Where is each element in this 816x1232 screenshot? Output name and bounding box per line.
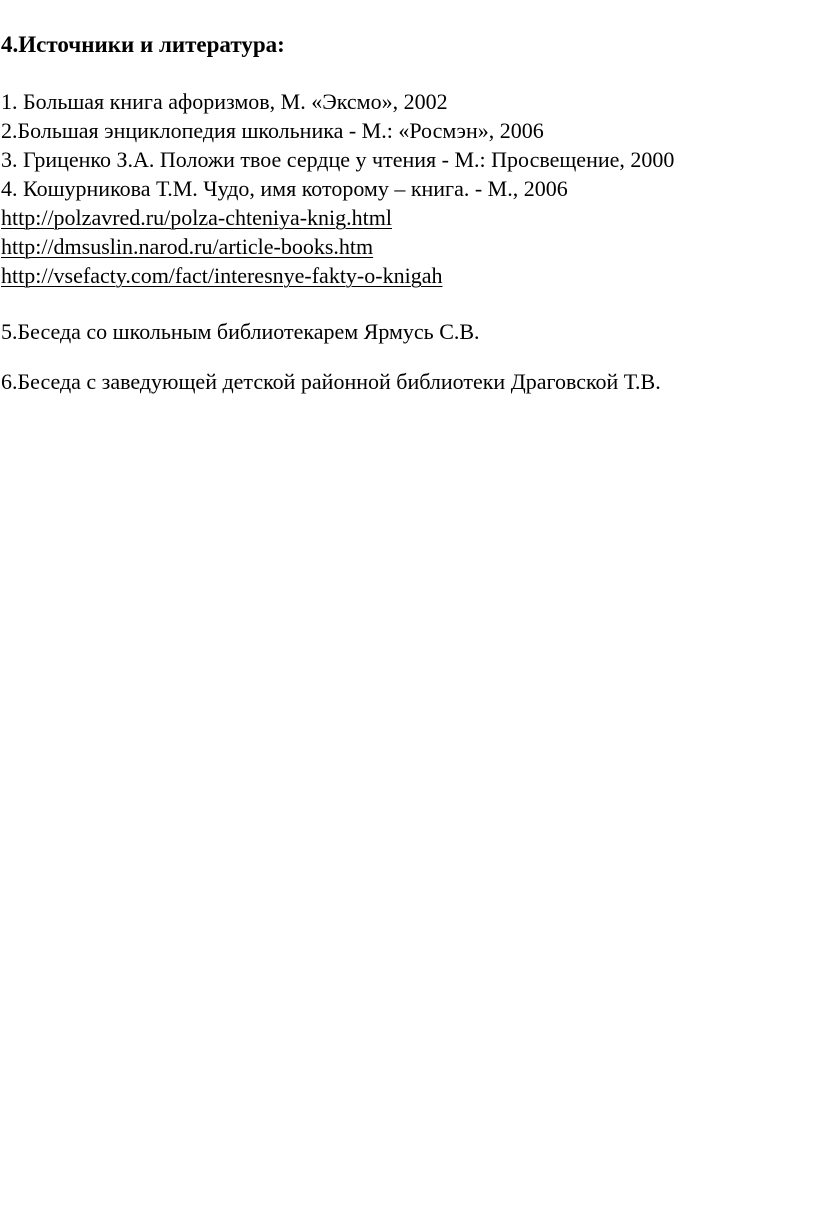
reference-list (1, 87, 674, 290)
source-note-6: 6.Беседа с заведующей детской районной библиотеки Драговской Т.В. (1, 369, 661, 394)
section-heading: 4.Источники и литература: (1, 32, 285, 57)
reference-link-1[interactable]: http://polzavred.ru/polza-chteniya-knig.html (1, 205, 392, 230)
reference-item-4: 4. Кошурникова Т.М. Чудо, имя которому – книга. - М., 2006 (1, 176, 568, 201)
reference-item-1: 1. Большая книга афоризмов, М. «Эксмо», 2002 (1, 89, 448, 114)
source-note-5: 5.Беседа со школьным библиотекарем Ярмусь С.В. (1, 319, 480, 344)
reference-item-2: 2.Большая энциклопедия школьника - М.: «Росмэн», 2006 (1, 118, 544, 143)
reference-link-3[interactable]: http://vsefacty.com/fact/interesnye-fakty-o-knigah (1, 263, 443, 288)
reference-item-3: 3. Гриценко З.А. Положи твое сердце у чтения - М.: Просвещение, 2000 (1, 147, 675, 172)
reference-link-2[interactable]: http://dmsuslin.narod.ru/article-books.htm (1, 234, 374, 259)
